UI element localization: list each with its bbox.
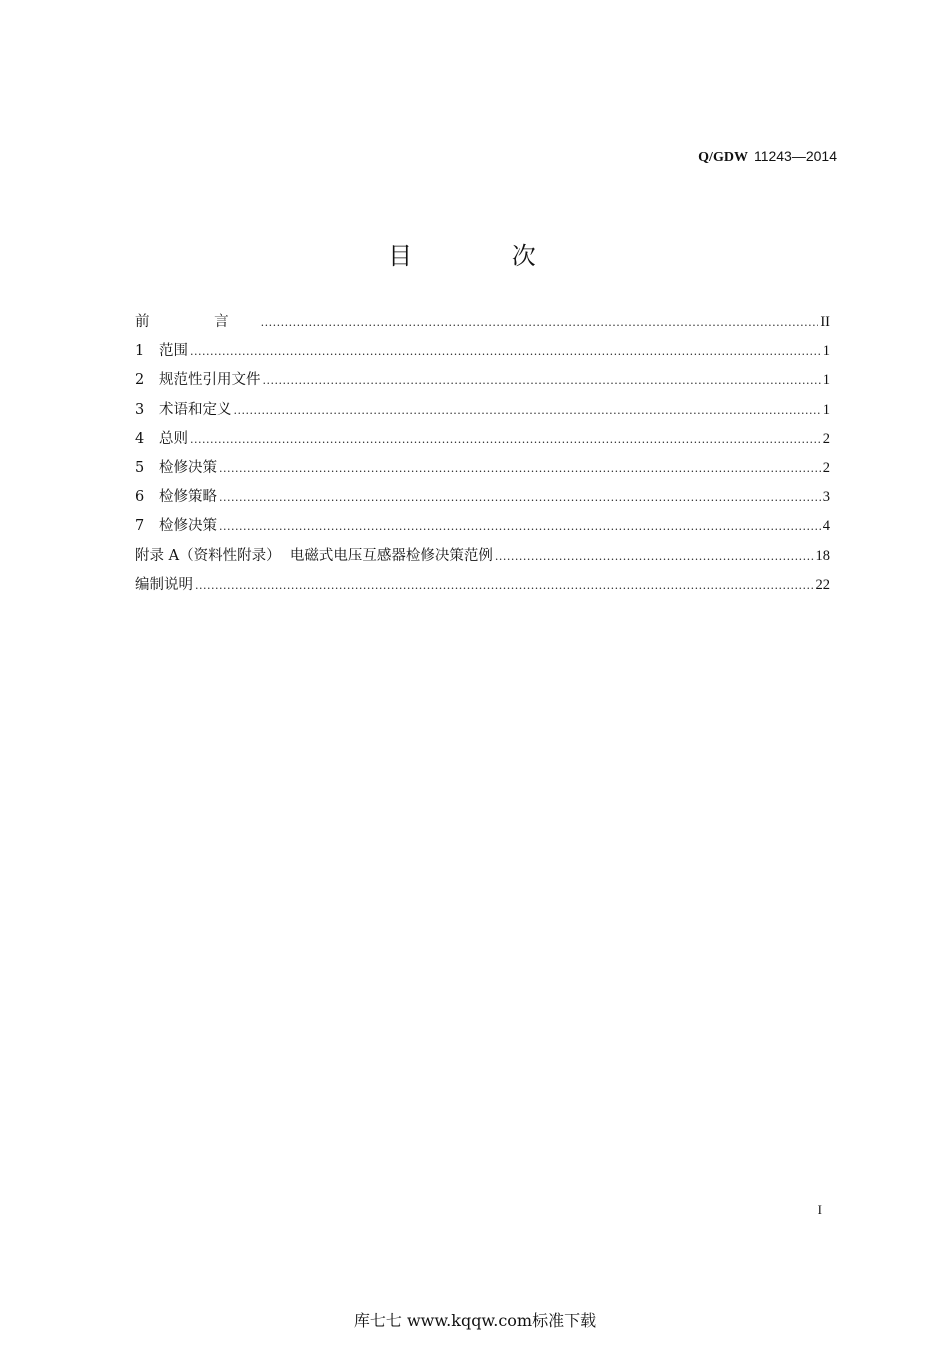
toc-entry-subtitle: 电磁式电压互感器检修决策范例 — [289, 547, 493, 564]
toc-entry-page: 1 — [822, 372, 830, 389]
toc-leader-dots — [495, 550, 814, 563]
toc-entry-label: 范围 — [159, 343, 188, 360]
toc-entry-number: 7 — [135, 518, 145, 535]
table-of-contents — [135, 310, 830, 602]
toc-entry-5[interactable] — [135, 456, 830, 485]
toc-entry-label: 检修决策 — [159, 518, 217, 535]
toc-leader-dots — [234, 404, 821, 417]
toc-entry-page: 1 — [822, 401, 830, 418]
standard-number: 11243—2014 — [753, 148, 837, 164]
toc-entry-page: 1 — [822, 343, 830, 360]
toc-leader-dots — [219, 491, 821, 504]
toc-entry-appendix-a[interactable] — [135, 544, 830, 573]
toc-entry-number: 5 — [135, 459, 145, 476]
footer-watermark: 库七七 www.kqqw.com标准下载 — [353, 1311, 597, 1330]
toc-entry-explanation[interactable] — [135, 573, 830, 602]
toc-leader-dots — [263, 374, 821, 387]
toc-entry-label: 检修决策 — [159, 459, 217, 476]
toc-entry-number: 3 — [135, 401, 145, 418]
toc-entry-2[interactable] — [135, 368, 830, 397]
toc-entry-page: 4 — [822, 518, 830, 535]
toc-leader-dots — [219, 462, 821, 475]
toc-entry-7[interactable] — [135, 514, 830, 543]
toc-entry-number: 2 — [135, 372, 145, 389]
toc-entry-label: 检修策略 — [159, 489, 217, 506]
toc-entry-page: 22 — [815, 576, 830, 593]
toc-leader-dots — [195, 579, 814, 592]
page-number: I — [817, 1202, 822, 1217]
toc-entry-label: 规范性引用文件 — [159, 372, 261, 389]
toc-leader-dots — [261, 316, 819, 329]
toc-leader-dots — [190, 345, 821, 358]
toc-entry-number: 1 — [135, 343, 145, 360]
toc-leader-dots — [190, 433, 821, 446]
toc-entry-number: 6 — [135, 489, 145, 506]
toc-entry-4[interactable] — [135, 427, 830, 456]
toc-entry-page: II — [820, 314, 830, 330]
toc-entry-label: 总则 — [159, 430, 188, 447]
toc-entry-label: 前 言 — [135, 314, 259, 330]
toc-entry-page: 2 — [822, 430, 830, 447]
toc-entry-label: 附录 A（资料性附录） — [135, 547, 281, 564]
toc-leader-dots — [219, 520, 821, 533]
standard-code — [698, 148, 837, 166]
toc-entry-label: 编制说明 — [135, 576, 193, 593]
toc-entry-6[interactable] — [135, 485, 830, 514]
page-title: 目 次 — [388, 242, 582, 270]
toc-entry-label: 术语和定义 — [159, 401, 232, 418]
toc-entry-page: 2 — [822, 459, 830, 476]
standard-prefix: Q/GDW — [698, 150, 748, 165]
toc-entry-page: 3 — [822, 489, 830, 506]
toc-entry-foreword[interactable] — [135, 310, 830, 339]
toc-entry-3[interactable] — [135, 398, 830, 427]
toc-entry-1[interactable] — [135, 339, 830, 368]
toc-entry-page: 18 — [815, 547, 830, 564]
toc-entry-number: 4 — [135, 430, 145, 447]
